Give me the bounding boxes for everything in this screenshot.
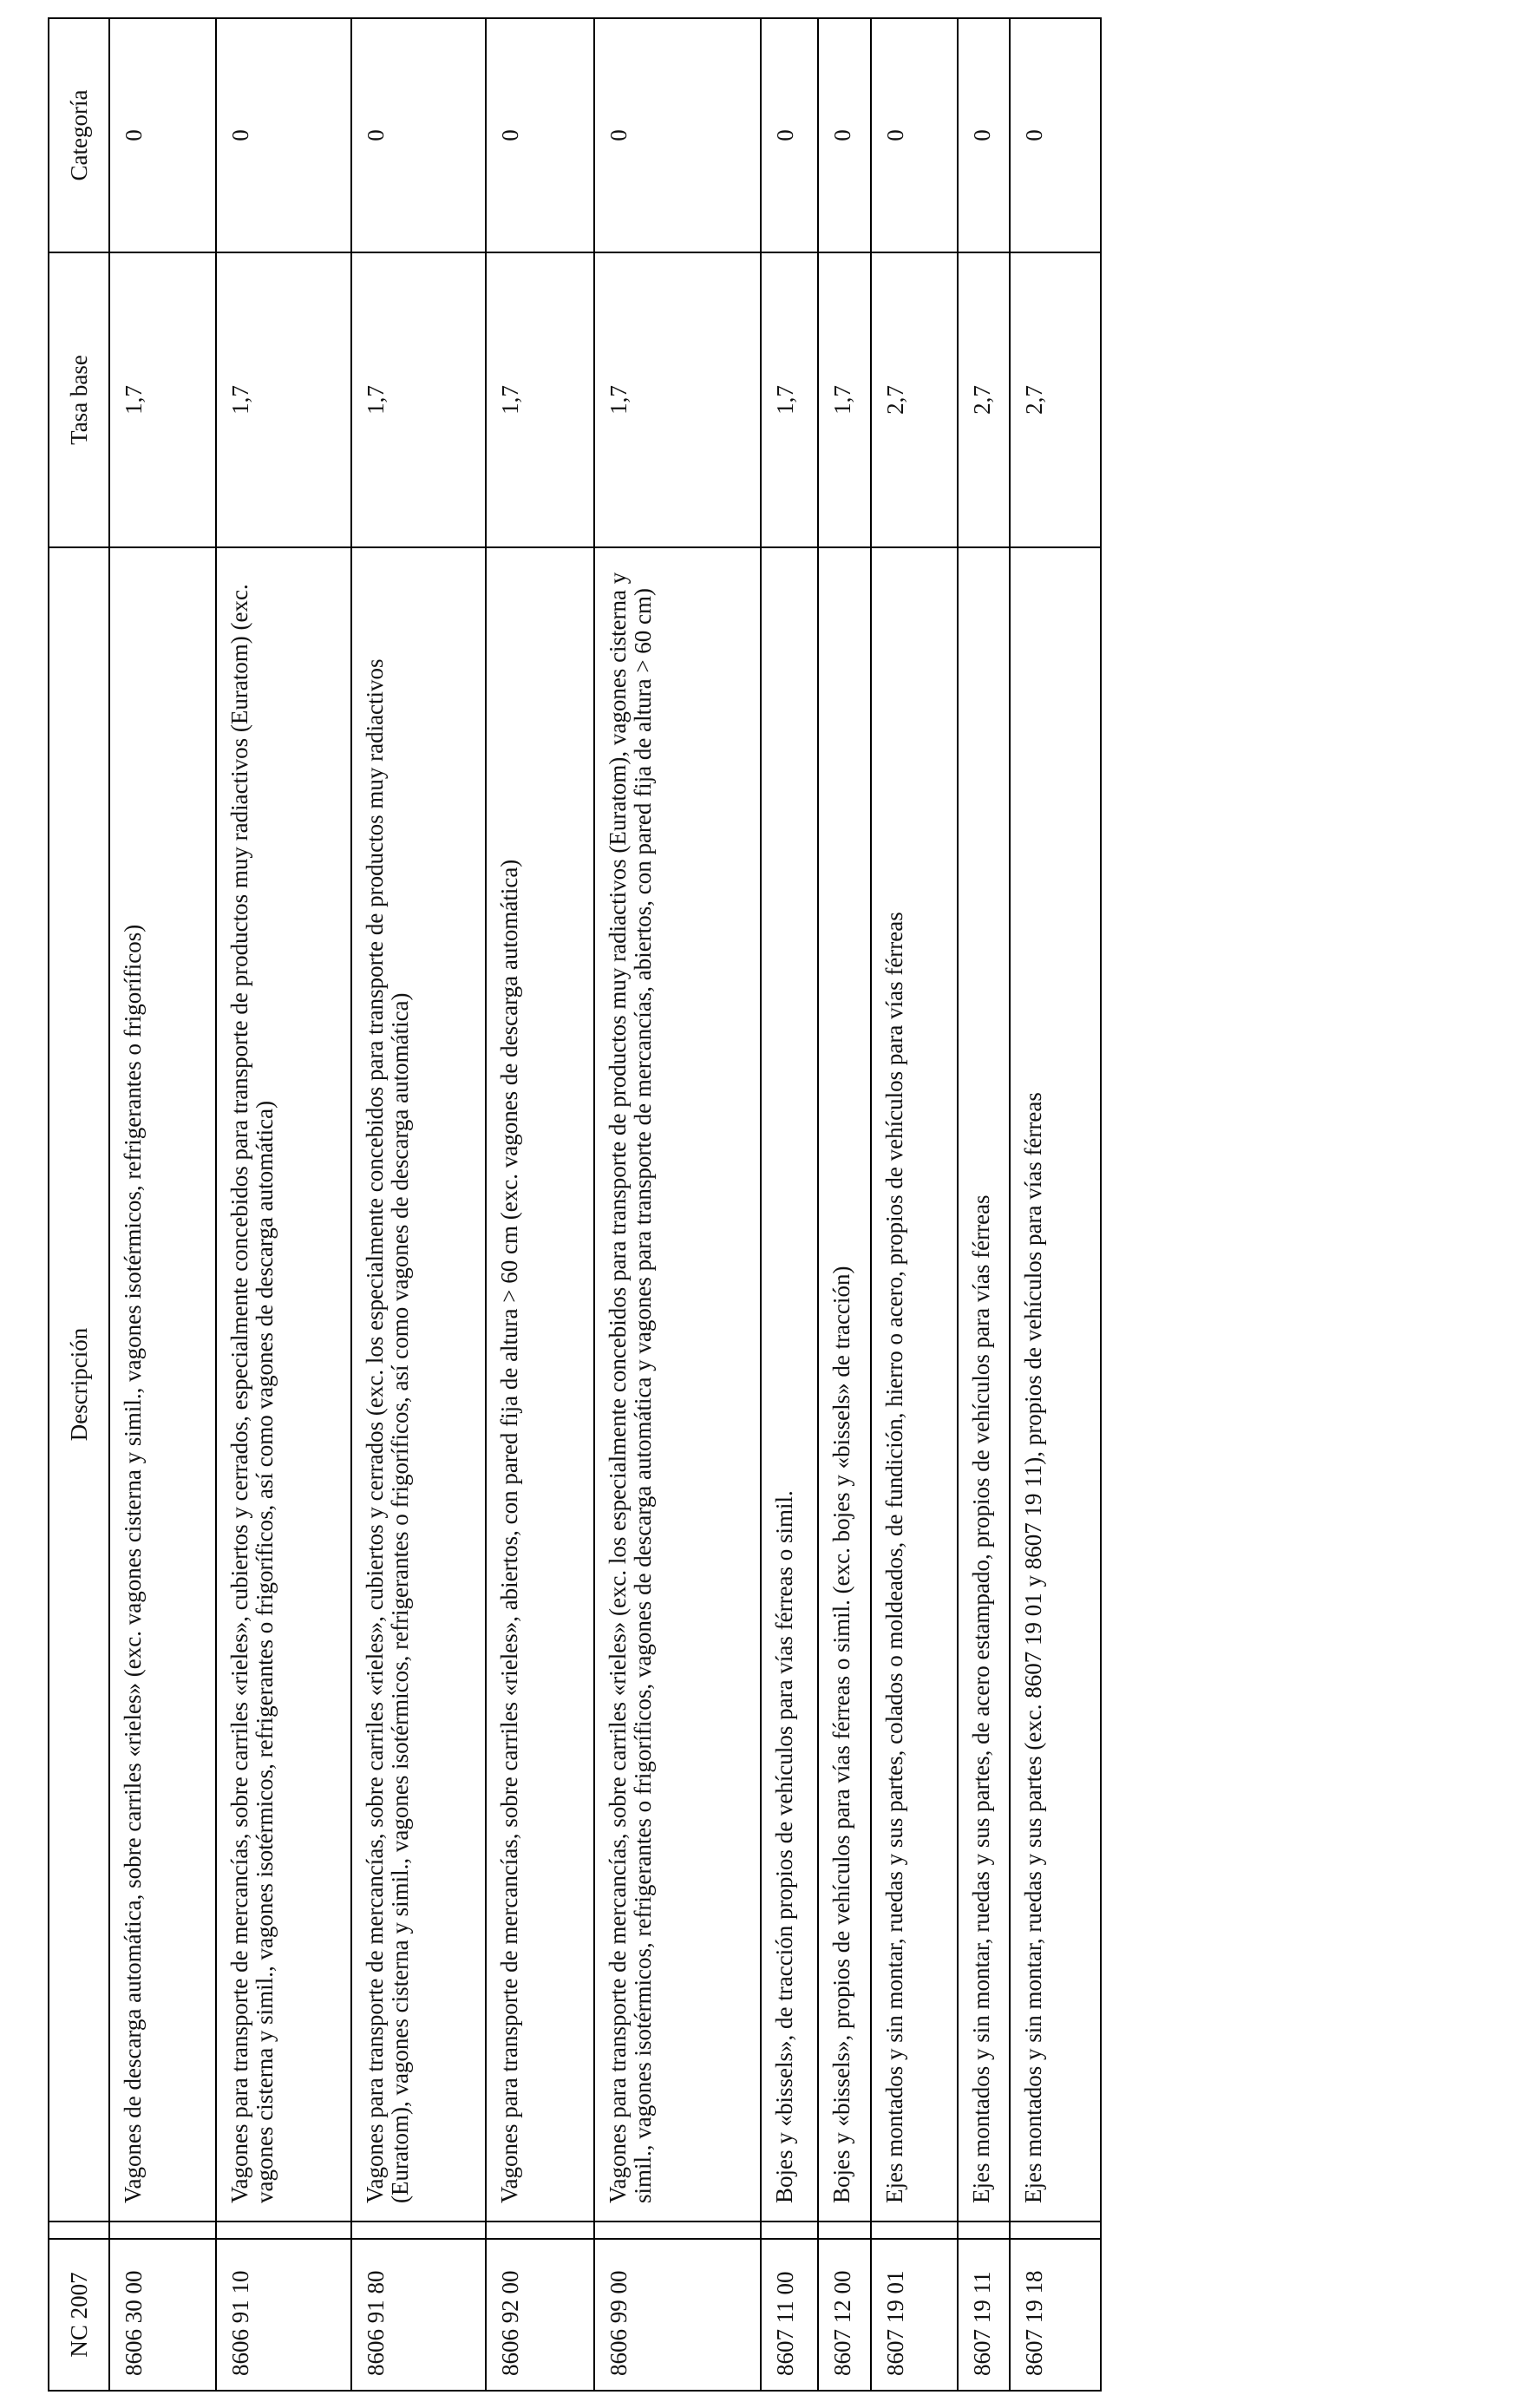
rate-cell: 2,7: [871, 252, 957, 547]
nc-code-cell: 8607 19 01: [871, 2239, 957, 2391]
rate-cell: 1,7: [818, 252, 871, 547]
nc-code-cell: 8606 30 00: [109, 2239, 216, 2391]
description-cell: Vagones para transporte de mercancías, sobre carriles «rieles», cubiertos y cerrados, especialmente concebidos para transporte de productos muy radiactivos (Euratom) (exc. vagones cisterna y simil., vagones isotérmicos, refrigerantes o frigoríficos, así como vagones de descarga automática): [216, 547, 351, 2222]
table-row: [351, 18, 487, 2391]
rate-cell: 1,7: [594, 252, 761, 547]
category-cell: 0: [761, 18, 818, 252]
nc-code-cell: 8607 19 18: [1010, 2239, 1101, 2391]
description-cell: Bojes y «bissels», propios de vehículos para vías férreas o simil. (exc. bojes y «bissels» de tracción): [818, 547, 871, 2222]
spacer-cell: [818, 2222, 871, 2239]
category-cell: 0: [871, 18, 957, 252]
table-row: [958, 18, 1011, 2391]
spacer-cell: [486, 2222, 594, 2239]
category-cell: 0: [486, 18, 594, 252]
description-cell: Ejes montados y sin montar, ruedas y sus partes, de acero estampado, propios de vehículos para vías férreas: [958, 547, 1011, 2222]
description-cell: Vagones para transporte de mercancías, sobre carriles «rieles» (exc. los especialmente concebidos para transporte de productos muy radiactivos (Euratom), vagones cisterna y simil., vagones isotérmicos, refrigerantes o frigoríficos, vagones de descarga automática y vagones para transporte de mercancías, abiertos, con pared fija de altura > 60 cm): [594, 547, 761, 2222]
spacer-cell: [109, 2222, 216, 2239]
rate-cell: 2,7: [1010, 252, 1101, 547]
table-body: [109, 18, 1101, 2391]
spacer-cell: [216, 2222, 351, 2239]
rotated-page: [48, 19, 1102, 2392]
tariff-table: [48, 17, 1102, 2392]
table-row: [216, 18, 351, 2391]
rate-cell: 2,7: [958, 252, 1011, 547]
table-row: [594, 18, 761, 2391]
spacer-cell: [871, 2222, 957, 2239]
category-cell: 0: [109, 18, 216, 252]
spacer-cell: [351, 2222, 487, 2239]
spacer-cell: [594, 2222, 761, 2239]
table-row: [761, 18, 818, 2391]
header-category: Categoría: [49, 18, 109, 252]
category-cell: 0: [1010, 18, 1101, 252]
description-cell: Vagones para transporte de mercancías, sobre carriles «rieles», cubiertos y cerrados (exc. los especialmente concebidos para transporte de productos muy radiactivos (Euratom), vagones cisterna y simil., vagones isotérmicos, refrigerantes o frigoríficos, así como vagones de descarga automática): [351, 547, 487, 2222]
rate-cell: 1,7: [486, 252, 594, 547]
nc-code-cell: 8606 92 00: [486, 2239, 594, 2391]
description-cell: Ejes montados y sin montar, ruedas y sus partes (exc. 8607 19 01 y 8607 19 11), propios de vehículos para vías férreas: [1010, 547, 1101, 2222]
category-cell: 0: [594, 18, 761, 252]
header-spacer: [49, 2222, 109, 2239]
rate-cell: 1,7: [216, 252, 351, 547]
table-row: [871, 18, 957, 2391]
table-row: [486, 18, 594, 2391]
description-cell: Vagones de descarga automática, sobre carriles «rieles» (exc. vagones cisterna y simil., vagones isotérmicos, refrigerantes o frigoríficos): [109, 547, 216, 2222]
category-cell: 0: [351, 18, 487, 252]
table-row: [109, 18, 216, 2391]
table-header-row: [49, 18, 109, 2391]
nc-code-cell: 8607 19 11: [958, 2239, 1011, 2391]
rate-cell: 1,7: [351, 252, 487, 547]
description-cell: Vagones para transporte de mercancías, sobre carriles «rieles», abiertos, con pared fija de altura > 60 cm (exc. vagones de descarga automática): [486, 547, 594, 2222]
rate-cell: 1,7: [109, 252, 216, 547]
spacer-cell: [1010, 2222, 1101, 2239]
rate-cell: 1,7: [761, 252, 818, 547]
spacer-cell: [958, 2222, 1011, 2239]
description-cell: Bojes y «bissels», de tracción propios de vehículos para vías férreas o simil.: [761, 547, 818, 2222]
category-cell: 0: [216, 18, 351, 252]
nc-code-cell: 8606 99 00: [594, 2239, 761, 2391]
description-cell: Ejes montados y sin montar, ruedas y sus partes, colados o moldeados, de fundición, hierro o acero, propios de vehículos para vías férreas: [871, 547, 957, 2222]
table-row: [818, 18, 871, 2391]
header-rate: Tasa base: [49, 252, 109, 547]
header-nc: NC 2007: [49, 2239, 109, 2391]
nc-code-cell: 8606 91 10: [216, 2239, 351, 2391]
category-cell: 0: [958, 18, 1011, 252]
header-description: Descripción: [49, 547, 109, 2222]
table-row: [1010, 18, 1101, 2391]
category-cell: 0: [818, 18, 871, 252]
nc-code-cell: 8607 11 00: [761, 2239, 818, 2391]
nc-code-cell: 8607 12 00: [818, 2239, 871, 2391]
spacer-cell: [761, 2222, 818, 2239]
nc-code-cell: 8606 91 80: [351, 2239, 487, 2391]
